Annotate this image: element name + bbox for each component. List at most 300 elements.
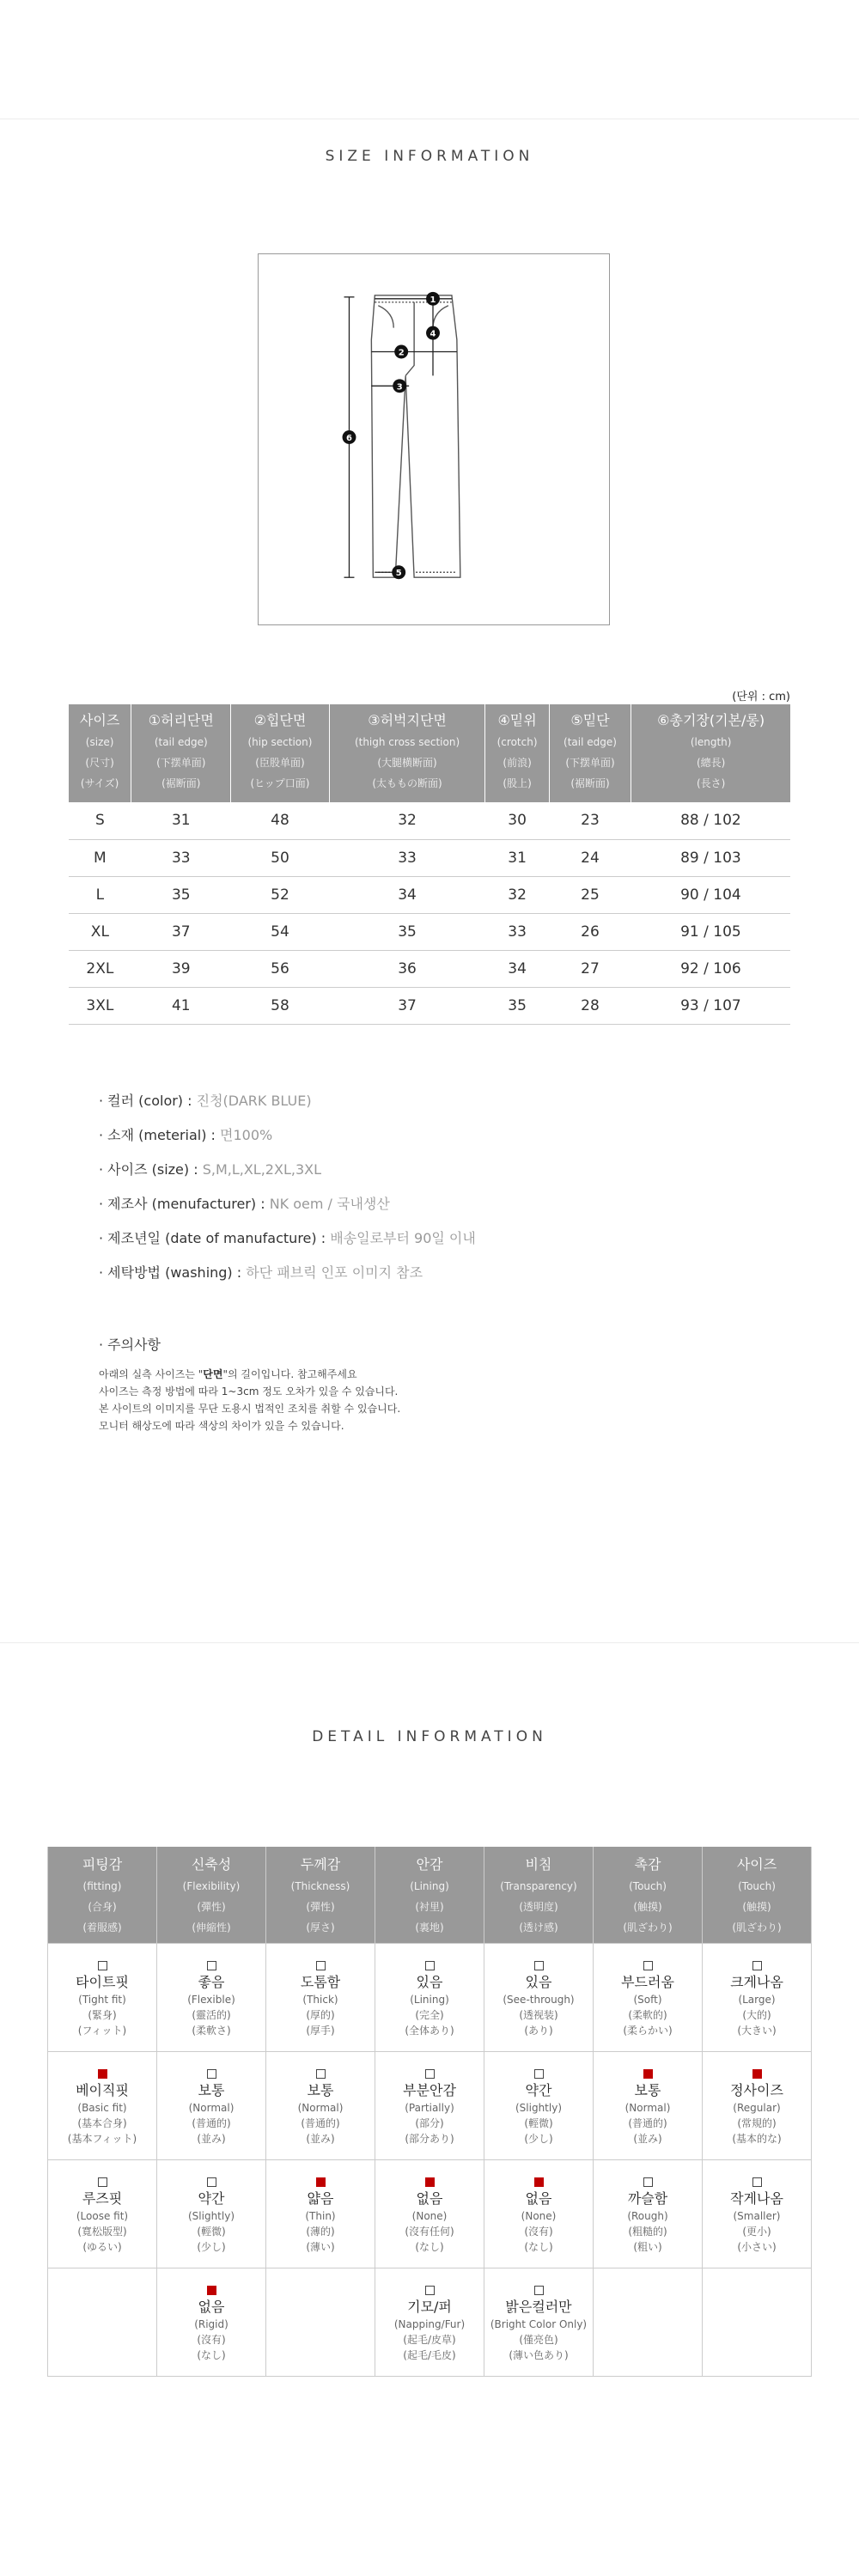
- header-sublabel: (Lining): [410, 1880, 449, 1892]
- detail-cell: [266, 2159, 375, 2268]
- header-label: 피팅감: [82, 1856, 123, 1873]
- table-cell: 35: [131, 876, 231, 913]
- size-table-body: [69, 802, 790, 1024]
- info-value: NK oem / 국내생산: [269, 1196, 390, 1212]
- table-cell: 90 / 104: [631, 876, 790, 913]
- pants-illustration: [259, 254, 609, 624]
- option-sublabel: (Normal): [297, 2101, 344, 2114]
- detail-cell: [266, 2051, 375, 2159]
- size-column-header: [631, 704, 790, 802]
- unchecked-box-icon: [534, 2069, 544, 2079]
- table-cell: 48: [231, 802, 329, 839]
- header-sublabel: (彈性): [197, 1901, 226, 1913]
- option-label: 베이직핏: [76, 2081, 129, 2098]
- option-sublabel: (並み): [633, 2132, 662, 2145]
- unchecked-box-icon: [316, 2069, 326, 2079]
- table-cell: 26: [549, 913, 631, 950]
- header-sublabel: (hip section): [247, 736, 313, 748]
- unchecked-box-icon: [752, 2177, 762, 2187]
- info-line: [99, 1084, 476, 1118]
- table-cell: 28: [549, 987, 631, 1024]
- header-sublabel: (Thickness): [290, 1880, 350, 1892]
- header-label: 사이즈: [79, 712, 120, 728]
- option-sublabel: (基本合身): [77, 2116, 127, 2129]
- size-column-header: [231, 704, 329, 802]
- option-sublabel: (Smaller): [733, 2209, 781, 2222]
- option-sublabel: (Thick): [302, 1993, 338, 2006]
- option-sublabel: (起毛/皮草): [403, 2333, 456, 2346]
- option-label: 루즈핏: [82, 2189, 123, 2207]
- detail-section-title: DETAIL INFORMATION: [312, 1728, 547, 1745]
- unchecked-box-icon: [425, 1961, 435, 1970]
- table-cell: 31: [131, 802, 231, 839]
- detail-cell: [703, 2268, 812, 2376]
- header-sublabel: (大腿横断面): [377, 757, 437, 769]
- info-value: 배송일로부터 90일 이내: [330, 1230, 476, 1246]
- svg-text:4: 4: [430, 329, 436, 339]
- detail-cell: [594, 2159, 703, 2268]
- unchecked-box-icon: [752, 1961, 762, 1970]
- option-sublabel: (輕微): [197, 2225, 226, 2238]
- pants-outline: [371, 295, 460, 577]
- option-label: 작게나옴: [730, 2189, 783, 2207]
- option-label: 까슬함: [627, 2189, 668, 2207]
- option-sublabel: (大きい): [737, 2024, 777, 2037]
- option-sublabel: (Slightly): [515, 2101, 562, 2114]
- detail-cell: [484, 2159, 594, 2268]
- detail-cell: [375, 2051, 484, 2159]
- option-sublabel: (Loose fit): [76, 2209, 129, 2222]
- header-sublabel: (触摸): [742, 1901, 771, 1913]
- option-sublabel: (部分): [415, 2116, 444, 2129]
- option-sublabel: (常規的): [737, 2116, 777, 2129]
- table-cell: 25: [549, 876, 631, 913]
- detail-cell: [484, 2268, 594, 2376]
- option-label: 없음: [416, 2189, 443, 2207]
- option-sublabel: (なし): [524, 2240, 553, 2253]
- table-cell: 31: [485, 839, 549, 876]
- table-cell: 88 / 102: [631, 802, 790, 839]
- header-label: 사이즈: [736, 1856, 777, 1873]
- option-sublabel: (普通的): [301, 2116, 340, 2129]
- option-sublabel: (ゆるい): [82, 2240, 122, 2253]
- header-sublabel: (前浪): [503, 757, 532, 769]
- checked-box-icon: [207, 2286, 216, 2295]
- header-sublabel: (總長): [696, 757, 726, 769]
- option-sublabel: (普通的): [628, 2116, 667, 2129]
- option-label: 밝은컬러만: [505, 2298, 572, 2315]
- table-row: [48, 2051, 812, 2159]
- option-sublabel: (フィット): [77, 2024, 127, 2037]
- option-sublabel: (普通的): [192, 2116, 231, 2129]
- option-sublabel: (Rigid): [194, 2317, 228, 2330]
- table-cell: 58: [231, 987, 329, 1024]
- checked-box-icon: [316, 2177, 326, 2187]
- option-sublabel: (柔軟的): [628, 2008, 667, 2021]
- option-sublabel: (柔らかい): [623, 2024, 673, 2037]
- table-cell: XL: [69, 913, 131, 950]
- header-sublabel: (臣股单面): [255, 757, 305, 769]
- detail-column-header: [266, 1847, 375, 1943]
- checked-box-icon: [752, 2069, 762, 2079]
- detail-column-header: [594, 1847, 703, 1943]
- option-sublabel: (粗い): [633, 2240, 662, 2253]
- detail-cell: [703, 1943, 812, 2051]
- table-row: [69, 913, 790, 950]
- header-sublabel: (衬里): [415, 1901, 444, 1913]
- table-cell: 32: [485, 876, 549, 913]
- table-cell: 54: [231, 913, 329, 950]
- detail-cell: [484, 2051, 594, 2159]
- info-key: · 세탁방법 (washing) :: [99, 1264, 247, 1281]
- option-label: 기모/퍼: [407, 2298, 452, 2315]
- table-row: [69, 802, 790, 839]
- unchecked-box-icon: [207, 2069, 216, 2079]
- header-sublabel: (サイズ): [80, 777, 119, 789]
- table-row: [69, 839, 790, 876]
- size-column-header: [131, 704, 231, 802]
- table-cell: 50: [231, 839, 329, 876]
- detail-cell: [157, 2159, 266, 2268]
- table-cell: 39: [131, 950, 231, 987]
- detail-cell: [594, 2051, 703, 2159]
- option-sublabel: (None): [521, 2209, 557, 2222]
- table-cell: 36: [329, 950, 485, 987]
- detail-cell: [375, 1943, 484, 2051]
- checked-box-icon: [643, 2069, 653, 2079]
- detail-column-header: [375, 1847, 484, 1943]
- table-cell: 32: [329, 802, 485, 839]
- option-label: 얇음: [307, 2189, 334, 2207]
- option-label: 보통: [307, 2081, 334, 2098]
- info-key: · 소재 (meterial) :: [99, 1127, 221, 1143]
- table-cell: 91 / 105: [631, 913, 790, 950]
- table-row: [48, 2159, 812, 2268]
- header-label: ③허벅지단면: [368, 712, 447, 728]
- option-label: 있음: [525, 1973, 552, 1990]
- option-sublabel: (Normal): [624, 2101, 671, 2114]
- header-sublabel: (size): [85, 736, 114, 748]
- info-value: 진청(DARK BLUE): [196, 1093, 312, 1109]
- detail-table-body: [48, 1943, 812, 2376]
- option-label: 있음: [416, 1973, 443, 1990]
- size-column-header: [485, 704, 549, 802]
- detail-column-header: [484, 1847, 594, 1943]
- notes-line: 모니터 해상도에 따라 색상의 차이가 있을 수 있습니다.: [99, 1420, 344, 1432]
- table-cell: 37: [131, 913, 231, 950]
- option-label: 정사이즈: [730, 2081, 783, 2098]
- table-row: [48, 1943, 812, 2051]
- option-sublabel: (Lining): [410, 1993, 449, 2006]
- detail-column-header: [157, 1847, 266, 1943]
- header-sublabel: (長さ): [696, 777, 726, 789]
- detail-cell: [484, 1943, 594, 2051]
- table-cell: 35: [485, 987, 549, 1024]
- option-sublabel: (沒有任何): [405, 2225, 454, 2238]
- header-label: ⑥총기장(기본/롱): [657, 712, 765, 728]
- header-label: ④밑위: [497, 712, 537, 728]
- info-line: [99, 1256, 476, 1290]
- table-cell: 23: [549, 802, 631, 839]
- table-cell: 52: [231, 876, 329, 913]
- option-sublabel: (寬松版型): [77, 2225, 127, 2238]
- header-sublabel: (透明度): [519, 1901, 558, 1913]
- header-sublabel: (尺寸): [85, 757, 114, 769]
- header-sublabel: (Flexibility): [182, 1880, 241, 1892]
- table-cell: 37: [329, 987, 485, 1024]
- detail-cell: [48, 2051, 157, 2159]
- option-sublabel: (Rough): [627, 2209, 668, 2222]
- table-cell: 93 / 107: [631, 987, 790, 1024]
- option-sublabel: (柔軟さ): [192, 2024, 231, 2037]
- option-sublabel: (基本的な): [732, 2132, 782, 2145]
- checked-box-icon: [534, 2177, 544, 2187]
- option-label: 부드러움: [621, 1973, 674, 1990]
- detail-cell: [375, 2268, 484, 2376]
- size-column-header: [69, 704, 131, 802]
- detail-cell: [266, 2268, 375, 2376]
- header-sublabel: (伸縮性): [192, 1921, 231, 1934]
- option-sublabel: (薄的): [306, 2225, 335, 2238]
- header-sublabel: (crotch): [497, 736, 538, 748]
- header-sublabel: (fitting): [82, 1880, 122, 1892]
- header-sublabel: (着服感): [82, 1921, 122, 1934]
- option-sublabel: (なし): [415, 2240, 444, 2253]
- header-sublabel: (tail edge): [564, 736, 617, 748]
- option-sublabel: (Normal): [188, 2101, 235, 2114]
- detail-cell: [48, 2159, 157, 2268]
- detail-table-header: [48, 1847, 812, 1943]
- svg-text:3: 3: [396, 382, 403, 393]
- header-sublabel: (裾断面): [570, 777, 610, 789]
- table-cell: 33: [131, 839, 231, 876]
- detail-cell: [703, 2159, 812, 2268]
- header-sublabel: (下摆单面): [156, 757, 206, 769]
- header-label: 두께감: [300, 1856, 341, 1873]
- header-sublabel: (肌ざわり): [623, 1921, 673, 1934]
- info-key: · 컬러 (color) :: [99, 1093, 197, 1109]
- option-sublabel: (少し): [197, 2240, 226, 2253]
- info-value: 하단 패브릭 인포 이미지 참조: [246, 1264, 423, 1281]
- detail-cell: [157, 2051, 266, 2159]
- unchecked-box-icon: [207, 2177, 216, 2187]
- info-value: S,M,L,XL,2XL,3XL: [202, 1161, 321, 1178]
- checked-box-icon: [425, 2177, 435, 2187]
- detail-cell: [594, 2268, 703, 2376]
- header-sublabel: (ヒップ口面): [250, 777, 310, 789]
- header-sublabel: (裾断面): [161, 777, 201, 789]
- detail-cell: [157, 1943, 266, 2051]
- option-sublabel: (Basic fit): [77, 2101, 127, 2114]
- table-cell: 89 / 103: [631, 839, 790, 876]
- info-value: 면100%: [220, 1127, 273, 1143]
- table-row: [48, 2268, 812, 2376]
- header-label: ⑤밑단: [570, 712, 610, 728]
- header-sublabel: (下摆单面): [565, 757, 615, 769]
- unchecked-box-icon: [207, 1961, 216, 1970]
- detail-cell: [157, 2268, 266, 2376]
- table-cell: 24: [549, 839, 631, 876]
- option-sublabel: (更小): [742, 2225, 771, 2238]
- detail-cell: [266, 1943, 375, 2051]
- unchecked-box-icon: [534, 2286, 544, 2295]
- option-label: 타이트핏: [76, 1973, 129, 1990]
- option-sublabel: (薄い色あり): [509, 2348, 569, 2361]
- table-row: [69, 876, 790, 913]
- option-label: 크게나옴: [730, 1973, 783, 1990]
- detail-cell: [594, 1943, 703, 2051]
- header-sublabel: (透け感): [519, 1921, 558, 1934]
- option-label: 약간: [525, 2081, 552, 2098]
- option-label: 부분안감: [403, 2081, 456, 2098]
- header-sublabel: (length): [690, 736, 732, 748]
- info-key: · 제조년일 (date of manufacture) :: [99, 1230, 331, 1246]
- option-sublabel: (Flexible): [187, 1993, 235, 2006]
- option-label: 없음: [198, 2298, 225, 2315]
- header-sublabel: (触摸): [633, 1901, 662, 1913]
- header-label: ②힙단면: [253, 712, 307, 728]
- svg-text:6: 6: [346, 433, 352, 443]
- header-sublabel: (tail edge): [154, 736, 208, 748]
- table-cell: 2XL: [69, 950, 131, 987]
- detail-column-header: [48, 1847, 157, 1943]
- table-cell: 34: [485, 950, 549, 987]
- header-sublabel: (厚さ): [306, 1921, 335, 1934]
- option-sublabel: (See-through): [503, 1993, 575, 2006]
- info-key: · 제조사 (menufacturer) :: [99, 1196, 270, 1212]
- detail-cell: [703, 2051, 812, 2159]
- pants-measurement-diagram: [258, 253, 610, 625]
- table-cell: 33: [329, 839, 485, 876]
- table-row: [69, 987, 790, 1024]
- unit-label: (단위 : cm): [732, 691, 790, 703]
- header-sublabel: (Transparency): [500, 1880, 577, 1892]
- option-sublabel: (厚手): [306, 2024, 335, 2037]
- unchecked-box-icon: [316, 1961, 326, 1970]
- notes-line: 본 사이트의 이미지를 무단 도용시 법적인 조치를 취할 수 있습니다.: [99, 1403, 401, 1415]
- option-label: 도톰함: [300, 1973, 341, 1990]
- unchecked-box-icon: [643, 2177, 653, 2187]
- option-sublabel: (Partially): [405, 2101, 454, 2114]
- size-table: [69, 704, 790, 1025]
- table-row: [69, 950, 790, 987]
- option-sublabel: (Napping/Fur): [393, 2317, 466, 2330]
- option-sublabel: (None): [411, 2209, 448, 2222]
- option-sublabel: (靈活的): [192, 2008, 231, 2021]
- option-label: 약간: [198, 2189, 225, 2207]
- option-sublabel: (部分あり): [405, 2132, 454, 2145]
- option-sublabel: (完全): [415, 2008, 444, 2021]
- detail-cell: [375, 2159, 484, 2268]
- option-sublabel: (薄い): [306, 2240, 335, 2253]
- unchecked-box-icon: [534, 1961, 544, 1970]
- table-cell: 56: [231, 950, 329, 987]
- svg-text:5: 5: [395, 569, 402, 579]
- option-sublabel: (あり): [524, 2024, 553, 2037]
- unchecked-box-icon: [643, 1961, 653, 1970]
- option-sublabel: (輕微): [524, 2116, 553, 2129]
- option-label: 없음: [525, 2189, 552, 2207]
- option-sublabel: (並み): [306, 2132, 335, 2145]
- table-cell: 3XL: [69, 987, 131, 1024]
- option-sublabel: (Regular): [733, 2101, 781, 2114]
- unchecked-box-icon: [98, 2177, 107, 2187]
- table-cell: S: [69, 802, 131, 839]
- size-table-header: [69, 704, 790, 802]
- notes-title: · 주의사항: [99, 1337, 161, 1353]
- table-cell: 33: [485, 913, 549, 950]
- size-column-header: [329, 704, 485, 802]
- header-sublabel: (彈性): [306, 1901, 335, 1913]
- header-sublabel: (合身): [88, 1901, 117, 1913]
- unchecked-box-icon: [425, 2286, 435, 2295]
- header-label: 촉감: [634, 1856, 661, 1873]
- size-column-header: [549, 704, 631, 802]
- table-cell: 35: [329, 913, 485, 950]
- info-line: [99, 1221, 476, 1256]
- header-label: 안감: [416, 1856, 443, 1873]
- notes-line: 아래의 실측 사이즈는 "단면"의 길이입니다. 참고해주세요: [99, 1368, 357, 1380]
- option-label: 좋음: [198, 1973, 225, 1990]
- option-sublabel: (全体あり): [405, 2024, 454, 2037]
- header-sublabel: (thigh cross section): [354, 736, 460, 748]
- option-sublabel: (並み): [197, 2132, 226, 2145]
- header-sublabel: (裏地): [415, 1921, 444, 1934]
- header-label: 비침: [525, 1856, 552, 1873]
- option-sublabel: (Bright Color Only): [490, 2317, 588, 2330]
- option-label: 보통: [634, 2081, 661, 2098]
- option-sublabel: (なし): [197, 2348, 226, 2361]
- header-sublabel: (太ももの断面): [372, 777, 442, 789]
- table-cell: 34: [329, 876, 485, 913]
- option-sublabel: (沒有): [524, 2225, 553, 2238]
- header-sublabel: (Touch): [629, 1880, 667, 1892]
- table-cell: 30: [485, 802, 549, 839]
- table-cell: L: [69, 876, 131, 913]
- option-sublabel: (Slightly): [187, 2209, 235, 2222]
- table-cell: 41: [131, 987, 231, 1024]
- header-sublabel: (Touch): [738, 1880, 776, 1892]
- unchecked-box-icon: [98, 1961, 107, 1970]
- table-cell: 27: [549, 950, 631, 987]
- table-cell: 92 / 106: [631, 950, 790, 987]
- svg-text:2: 2: [398, 348, 405, 358]
- option-sublabel: (沒有): [197, 2333, 226, 2346]
- option-sublabel: (大的): [742, 2008, 771, 2021]
- info-line: [99, 1187, 476, 1221]
- option-sublabel: (小さい): [737, 2240, 777, 2253]
- option-sublabel: (緊身): [88, 2008, 117, 2021]
- option-sublabel: (Tight fit): [78, 1993, 126, 2006]
- option-sublabel: (Soft): [633, 1993, 662, 2006]
- notes-line: 사이즈는 측정 방법에 따라 1~3cm 정도 오차가 있을 수 있습니다.: [99, 1385, 399, 1398]
- info-key: · 사이즈 (size) :: [99, 1161, 203, 1178]
- option-sublabel: (起毛/毛皮): [403, 2348, 456, 2361]
- option-sublabel: (少し): [524, 2132, 553, 2145]
- svg-text:1: 1: [430, 295, 436, 305]
- unchecked-box-icon: [425, 2069, 435, 2079]
- detail-column-header: [703, 1847, 812, 1943]
- info-line: [99, 1153, 476, 1187]
- option-sublabel: (透视装): [519, 2008, 558, 2021]
- detail-table: [47, 1847, 812, 2377]
- header-label: ①허리단면: [148, 712, 214, 728]
- size-section-title: SIZE INFORMATION: [325, 148, 534, 165]
- option-sublabel: (Thin): [305, 2209, 336, 2222]
- option-sublabel: (僅亮色): [519, 2333, 558, 2346]
- product-info-list: [99, 1084, 476, 1290]
- info-line: [99, 1118, 476, 1153]
